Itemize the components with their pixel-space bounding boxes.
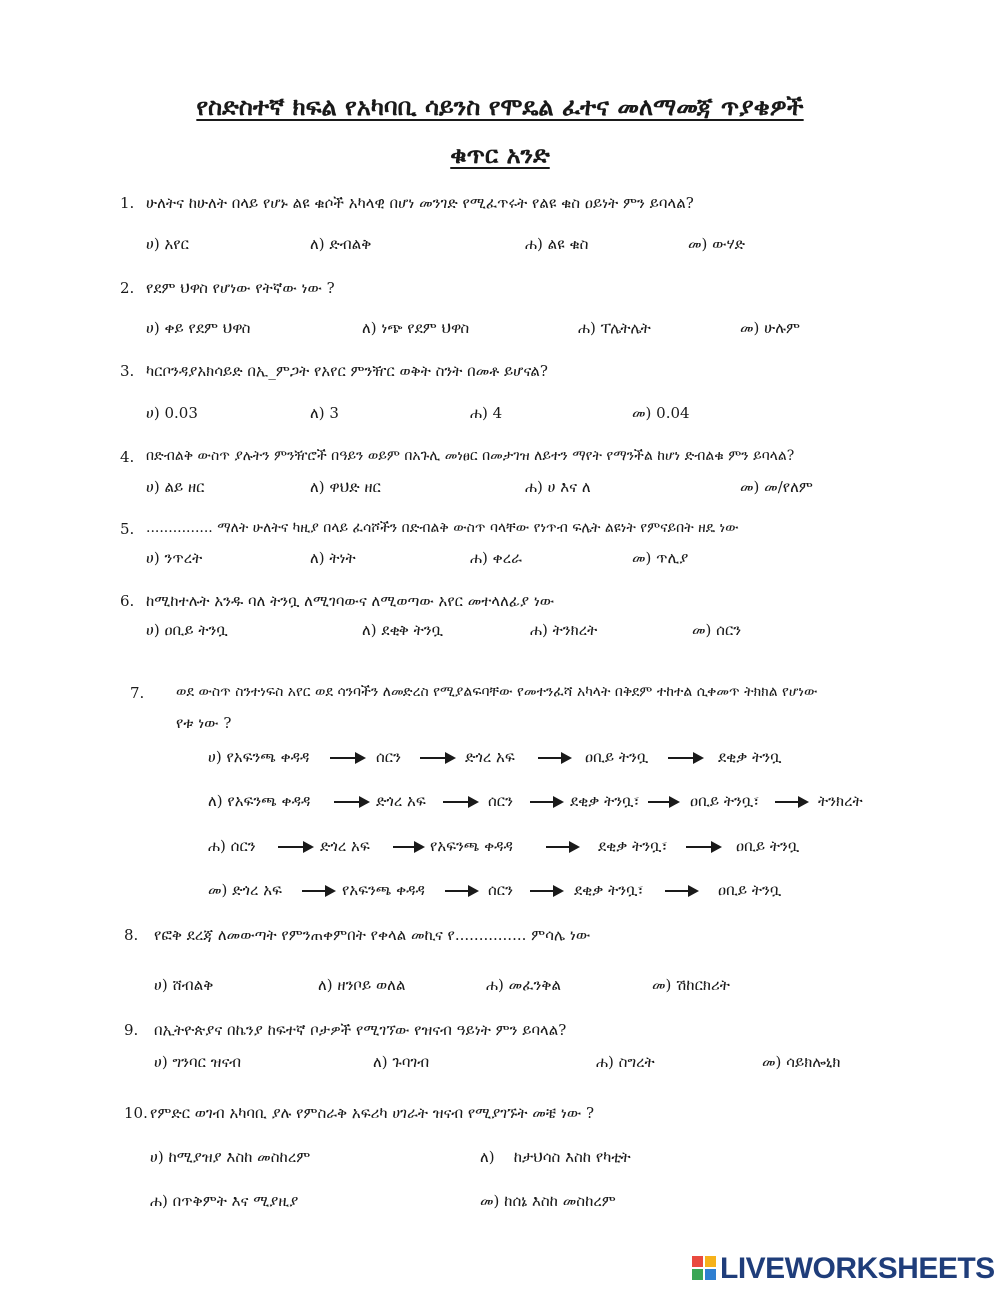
question-7-text-continued: የቱ ነው ? [176, 714, 232, 732]
arrow-icon [530, 801, 562, 803]
chain-c-step-2: ድጎረ አፍ [320, 837, 370, 855]
question-3-text: ካርቦንዳያአክሳይድ በኢ_ምጋት የአየር ምንዥር ወቅት ስንት በመቶ ይሆናል? [146, 362, 548, 380]
question-6-option-b[interactable]: ለ) ደቂቅ ትንቧ [362, 621, 443, 639]
arrow-icon [665, 890, 697, 892]
question-2-number: 2. [120, 279, 135, 297]
chain-a-step-4: ዐቢይ ትንቧ [585, 748, 649, 766]
question-3-number: 3. [120, 362, 135, 380]
chain-a-step-2: ሰርን [376, 748, 401, 766]
logo-square-green [692, 1269, 703, 1280]
question-10-option-a[interactable]: ሀ) ከሚያዝያ እስከ መስከረም [150, 1148, 311, 1166]
question-2-option-d[interactable]: መ) ሁሉም [740, 319, 800, 337]
question-5-option-a[interactable]: ሀ) ንጥረት [146, 549, 203, 567]
arrow-icon [546, 846, 578, 848]
question-1-option-b[interactable]: ለ) ድብልቅ [310, 235, 372, 253]
chain-d-step-2: የአፍንጫ ቀዳዳ [342, 881, 425, 899]
logo-square-blue [705, 1269, 716, 1280]
question-9-option-d[interactable]: መ) ሳይክሎኒክ [762, 1053, 841, 1071]
chain-b-step-5: ዐቢይ ትንቧ፣ [690, 792, 760, 810]
chain-c-step-5: ዐቢይ ትንቧ [736, 837, 800, 855]
arrow-icon [686, 846, 720, 848]
logo-square-yellow [705, 1256, 716, 1267]
question-9-option-c[interactable]: ሐ) ስግረት [596, 1053, 655, 1071]
question-2-text: የደም ህዋስ የሆነው የትኛው ነው ? [146, 279, 335, 297]
question-9-option-a[interactable]: ሀ) ግንባር ዝናብ [154, 1053, 242, 1071]
page-subtitle: ቁጥር አንድ [450, 140, 550, 169]
logo-square-red [692, 1256, 703, 1267]
chain-d-step-1[interactable]: መ) ድጎረ አፍ [208, 881, 282, 899]
question-8-text: የፎቅ ደረጃ ለመውጣት የምንጠቀምበት የቀላል መኪና የ............... ምሳሌ ነው [154, 926, 591, 944]
question-6-option-a[interactable]: ሀ) ዐቢይ ትንቧ [146, 621, 228, 639]
question-3-option-d[interactable]: መ) 0.04 [632, 404, 690, 422]
question-9-number: 9. [124, 1021, 139, 1039]
question-10-option-b[interactable]: ለ) ከታህሳስ እስከ የካቲት [480, 1148, 631, 1166]
question-4-option-b[interactable]: ለ) ዋህድ ዘር [310, 478, 381, 496]
question-1-number: 1. [120, 194, 135, 212]
question-1-option-a[interactable]: ሀ) አየር [146, 235, 189, 253]
question-5-option-d[interactable]: መ) ጥሊያ [632, 549, 689, 567]
question-5-option-c[interactable]: ሐ) ቀረራ [470, 549, 522, 567]
question-6-option-c[interactable]: ሐ) ትንክረት [530, 621, 598, 639]
chain-d-step-3: ሰርን [488, 881, 513, 899]
arrow-icon [302, 890, 334, 892]
question-8-option-d[interactable]: መ) ሽከርክሪት [652, 976, 730, 994]
arrow-icon [420, 757, 454, 759]
arrow-icon [334, 801, 368, 803]
chain-b-step-4: ደቂቃ ትንቧ፣ [570, 792, 640, 810]
question-5-text: ............... ማለት ሁለትና ካዚያ በላይ ፈሳሾችን በድብልቅ ውስጥ ባላቸው የነጥብ ፍሌት ልዩነት የምናይበት ዘዴ ነው [146, 520, 739, 536]
arrow-icon [278, 846, 312, 848]
question-3-option-a[interactable]: ሀ) 0.03 [146, 404, 198, 422]
question-8-number: 8. [124, 926, 139, 944]
question-9-option-b[interactable]: ለ) ጉባገብ [373, 1053, 430, 1071]
arrow-icon [330, 757, 364, 759]
chain-b-step-3: ሰርን [488, 792, 513, 810]
liveworksheets-logo-text: LIVEWORKSHEETS [720, 1252, 995, 1285]
question-1-text: ሁለትና ከሁለት በላይ የሆኑ ልዩ ቁሶች አካላዊ በሆነ መንገድ የሚፈጥሩት የልዩ ቁስ ዐይነት ምን ይባላል? [146, 194, 694, 212]
chain-b-step-2: ድጎረ አፍ [376, 792, 426, 810]
question-2-option-a[interactable]: ሀ) ቀይ የደም ህዋስ [146, 319, 251, 337]
chain-c-step-3: የአፍንጫ ቀዳዳ [430, 837, 513, 855]
arrow-icon [538, 757, 570, 759]
chain-b-step-6: ትንክረት [818, 792, 863, 810]
chain-b-step-1[interactable]: ለ) የአፍንጫ ቀዳዳ [208, 792, 311, 810]
question-7-text: ወደ ውስጥ ስንተነፍስ አየር ወደ ሳንባችን ለመድረስ የሚያልፍባቸው የመተንፈሻ አካላት በቅደም ተከተል ሲቀመጥ ትክክል የሆነው [176, 684, 818, 700]
liveworksheets-logo-icon [692, 1256, 716, 1280]
question-4-option-a[interactable]: ሀ) ልይ ዘር [146, 478, 205, 496]
arrow-icon [668, 757, 702, 759]
page-title: የስድስተኛ ክፍል የአካባቢ ሳይንስ የሞዴል ፈተና መለማመጃ ጥያቄዎች [196, 92, 804, 121]
question-1-option-d[interactable]: መ) ውሃድ [688, 235, 746, 253]
arrow-icon [775, 801, 807, 803]
arrow-icon [530, 890, 562, 892]
question-8-option-c[interactable]: ሐ) መፈንቅል [486, 976, 561, 994]
chain-d-step-5: ዐቢይ ትንቧ [718, 881, 782, 899]
chain-d-step-4: ደቂቃ ትንቧ፣ [574, 881, 644, 899]
chain-a-step-1[interactable]: ሀ) የአፍንጫ ቀዳዳ [208, 748, 310, 766]
arrow-icon [648, 801, 678, 803]
question-9-text: በኢትዮጵያና በኬንያ ከፍተኛ ቦታዎች የሚገኘው የዝናብ ዓይነት ምን ይባላል? [154, 1021, 567, 1039]
arrow-icon [445, 890, 477, 892]
question-4-number: 4. [120, 448, 135, 466]
chain-c-step-1[interactable]: ሐ) ሰርን [208, 837, 256, 855]
question-4-option-d[interactable]: መ) መ/የለም [740, 478, 813, 496]
question-3-option-b[interactable]: ለ) 3 [310, 404, 339, 422]
arrow-icon [443, 801, 477, 803]
chain-a-step-5: ደቂቃ ትንቧ [718, 748, 782, 766]
question-5-option-b[interactable]: ለ) ትነት [310, 549, 356, 567]
question-6-number: 6. [120, 592, 135, 610]
question-3-option-c[interactable]: ሐ) 4 [470, 404, 503, 422]
question-4-text: በድብልቅ ውስጥ ያሉትን ምንዥሮች በዓይን ወይም በአጉሊ መነፀር በመታገዝ ለይተን ማየት የማንችል ከሆነ ድብልቁ ምን ይባላል? [146, 448, 795, 464]
question-5-number: 5. [120, 520, 135, 538]
question-6-text: ከሚከተሉት አንዱ ባለ ትንቧ ለሚገባውና ለሚወጣው አየር መተላለፊያ ነው [146, 592, 555, 610]
question-2-option-b[interactable]: ለ) ነጭ የደም ህዋስ [362, 319, 470, 337]
question-8-option-a[interactable]: ሀ) ሸብልቅ [154, 976, 214, 994]
question-10-option-d[interactable]: መ) ከሰኔ እስከ መስከረም [480, 1192, 616, 1210]
question-7-number: 7. [130, 684, 145, 702]
question-10-option-c[interactable]: ሐ) በጥቅምት እና ሚያዚያ [150, 1192, 299, 1210]
arrow-icon [393, 846, 423, 848]
question-10-text: የምድር ወገብ አካባቢ ያሉ የምስራቅ አፍሪካ ሀገራት ዝናብ የሚያገኙት መቼ ነው ? [150, 1104, 595, 1122]
question-1-option-c[interactable]: ሐ) ልዩ ቁስ [525, 235, 589, 253]
question-8-option-b[interactable]: ለ) ዘንቦይ ወለል [318, 976, 406, 994]
question-2-option-c[interactable]: ሐ) ፐሌትሌት [578, 319, 651, 337]
chain-a-step-3: ድጎረ አፍ [465, 748, 515, 766]
question-4-option-c[interactable]: ሐ) ሀ እና ለ [525, 478, 591, 496]
question-10-number: 10. [124, 1104, 148, 1122]
chain-c-step-4: ደቂቃ ትንቧ፣ [598, 837, 668, 855]
question-6-option-d[interactable]: መ) ሰርን [692, 621, 742, 639]
